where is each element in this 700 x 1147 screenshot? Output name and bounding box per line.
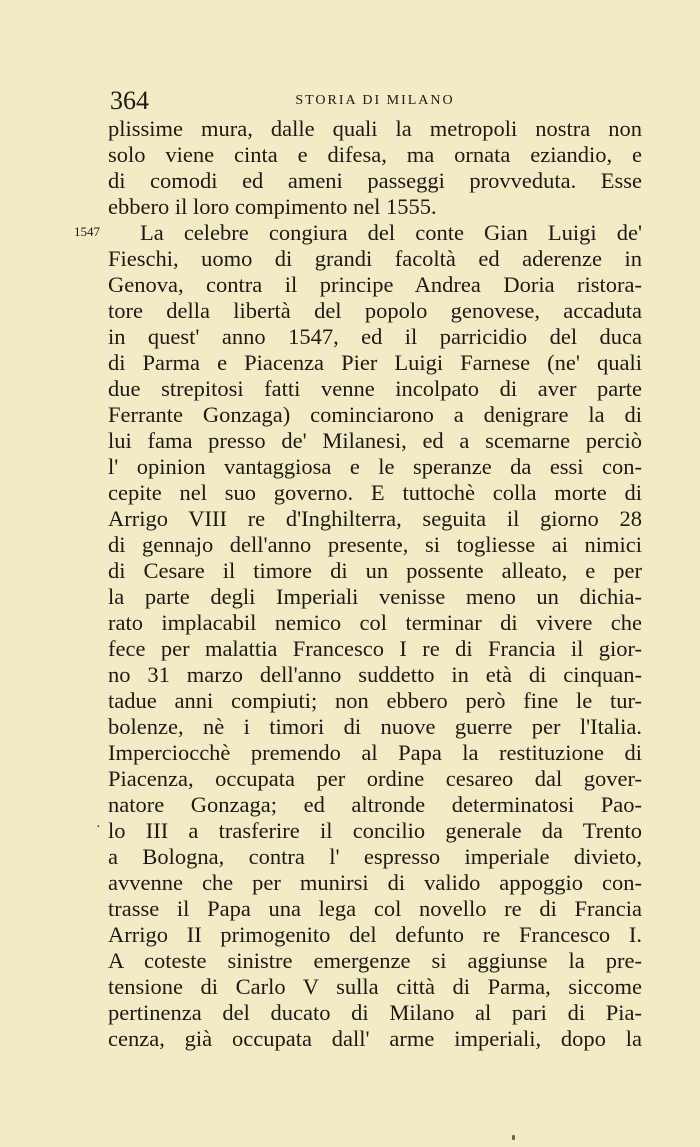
text-line: l' opinion vantaggiosa e le speranze da essi con- bbox=[108, 454, 642, 479]
text-line: a Bologna, contra l' espresso imperiale divieto, bbox=[108, 844, 642, 869]
text-line: Piacenza, occupata per ordine cesareo dal gover- bbox=[108, 766, 642, 791]
text-line: di comodi ed ameni passeggi provveduta. Esse bbox=[108, 168, 642, 193]
text-line: di Cesare il timore di un possente alleato, e per bbox=[108, 558, 642, 583]
text-line: plissime mura, dalle quali la metropoli nostra non bbox=[108, 116, 642, 141]
text-line: Ferrante Gonzaga) cominciarono a denigrare la di bbox=[108, 402, 642, 427]
text-line: Imperciocchè premendo al Papa la restituzione di bbox=[108, 740, 642, 765]
text-line: due strepitosi fatti venne incolpato di aver parte bbox=[108, 376, 642, 401]
text-line: Arrigo VIII re d'Inghilterra, seguita il giorno 28 bbox=[108, 506, 642, 531]
text-line: fece per malattia Francesco I re di Francia il gior- bbox=[108, 636, 642, 661]
text-line: solo viene cinta e difesa, ma ornata eziandio, e bbox=[108, 142, 642, 167]
text-line: avvenne che per munirsi di valido appoggio con- bbox=[108, 870, 642, 895]
text-line: la parte degli Imperiali venisse meno un dichia- bbox=[108, 584, 642, 609]
text-line: lui fama presso de' Milanesi, ed a scemarne perciò bbox=[108, 428, 642, 453]
text-line: di Parma e Piacenza Pier Luigi Farnese (ne' quali bbox=[108, 350, 642, 375]
body-text bbox=[108, 116, 642, 1052]
text-line: rato implacabil nemico col terminar di vivere che bbox=[108, 610, 642, 635]
text-line: cepite nel suo governo. E tuttochè colla morte di bbox=[108, 480, 642, 505]
text-line: natore Gonzaga; ed altronde determinatosi Pao- bbox=[108, 792, 642, 817]
text-line: Fieschi, uomo di grandi facoltà ed aderenze in bbox=[108, 246, 642, 271]
text-line: no 31 marzo dell'anno suddetto in età di cinquan- bbox=[108, 662, 642, 687]
text-line: in quest' anno 1547, ed il parricidio del duca bbox=[108, 324, 642, 349]
page-number: 364 bbox=[110, 86, 149, 115]
text-line: ebbero il loro compimento nel 1555. bbox=[108, 194, 437, 219]
text-line: trasse il Papa una lega col novello re di Francia bbox=[108, 896, 642, 921]
margin-year-note: 1547 bbox=[74, 224, 100, 239]
text-line: La celebre congiura del conte Gian Luigi de' bbox=[140, 220, 642, 245]
ink-speck bbox=[512, 1135, 515, 1140]
text-line: Arrigo II primogenito del defunto re Francesco I. bbox=[108, 922, 642, 947]
text-line: Genova, contra il principe Andrea Doria ristora- bbox=[108, 272, 642, 297]
text-line: lo III a trasferire il concilio generale da Trento bbox=[108, 818, 642, 843]
text-line: di gennajo dell'anno presente, si togliesse ai nimici bbox=[108, 532, 642, 557]
text-line: A coteste sinistre emergenze si aggiunse la pre- bbox=[108, 948, 642, 973]
text-line: pertinenza del ducato di Milano al pari di Pia- bbox=[108, 1000, 642, 1025]
text-line: bolenze, nè i timori di nuove guerre per l'Italia. bbox=[108, 714, 642, 739]
text-line: tore della libertà del popolo genovese, accaduta bbox=[108, 298, 642, 323]
text-line: tadue anni compiuti; non ebbero però fine le tur- bbox=[108, 688, 642, 713]
page-header bbox=[110, 86, 640, 116]
margin-dot-mark: · bbox=[96, 820, 101, 835]
text-line: tensione di Carlo V sulla città di Parma, siccome bbox=[108, 974, 642, 999]
text-line: cenza, già occupata dall' arme imperiali, dopo la bbox=[108, 1026, 642, 1051]
running-title: STORIA DI MILANO bbox=[295, 93, 455, 108]
